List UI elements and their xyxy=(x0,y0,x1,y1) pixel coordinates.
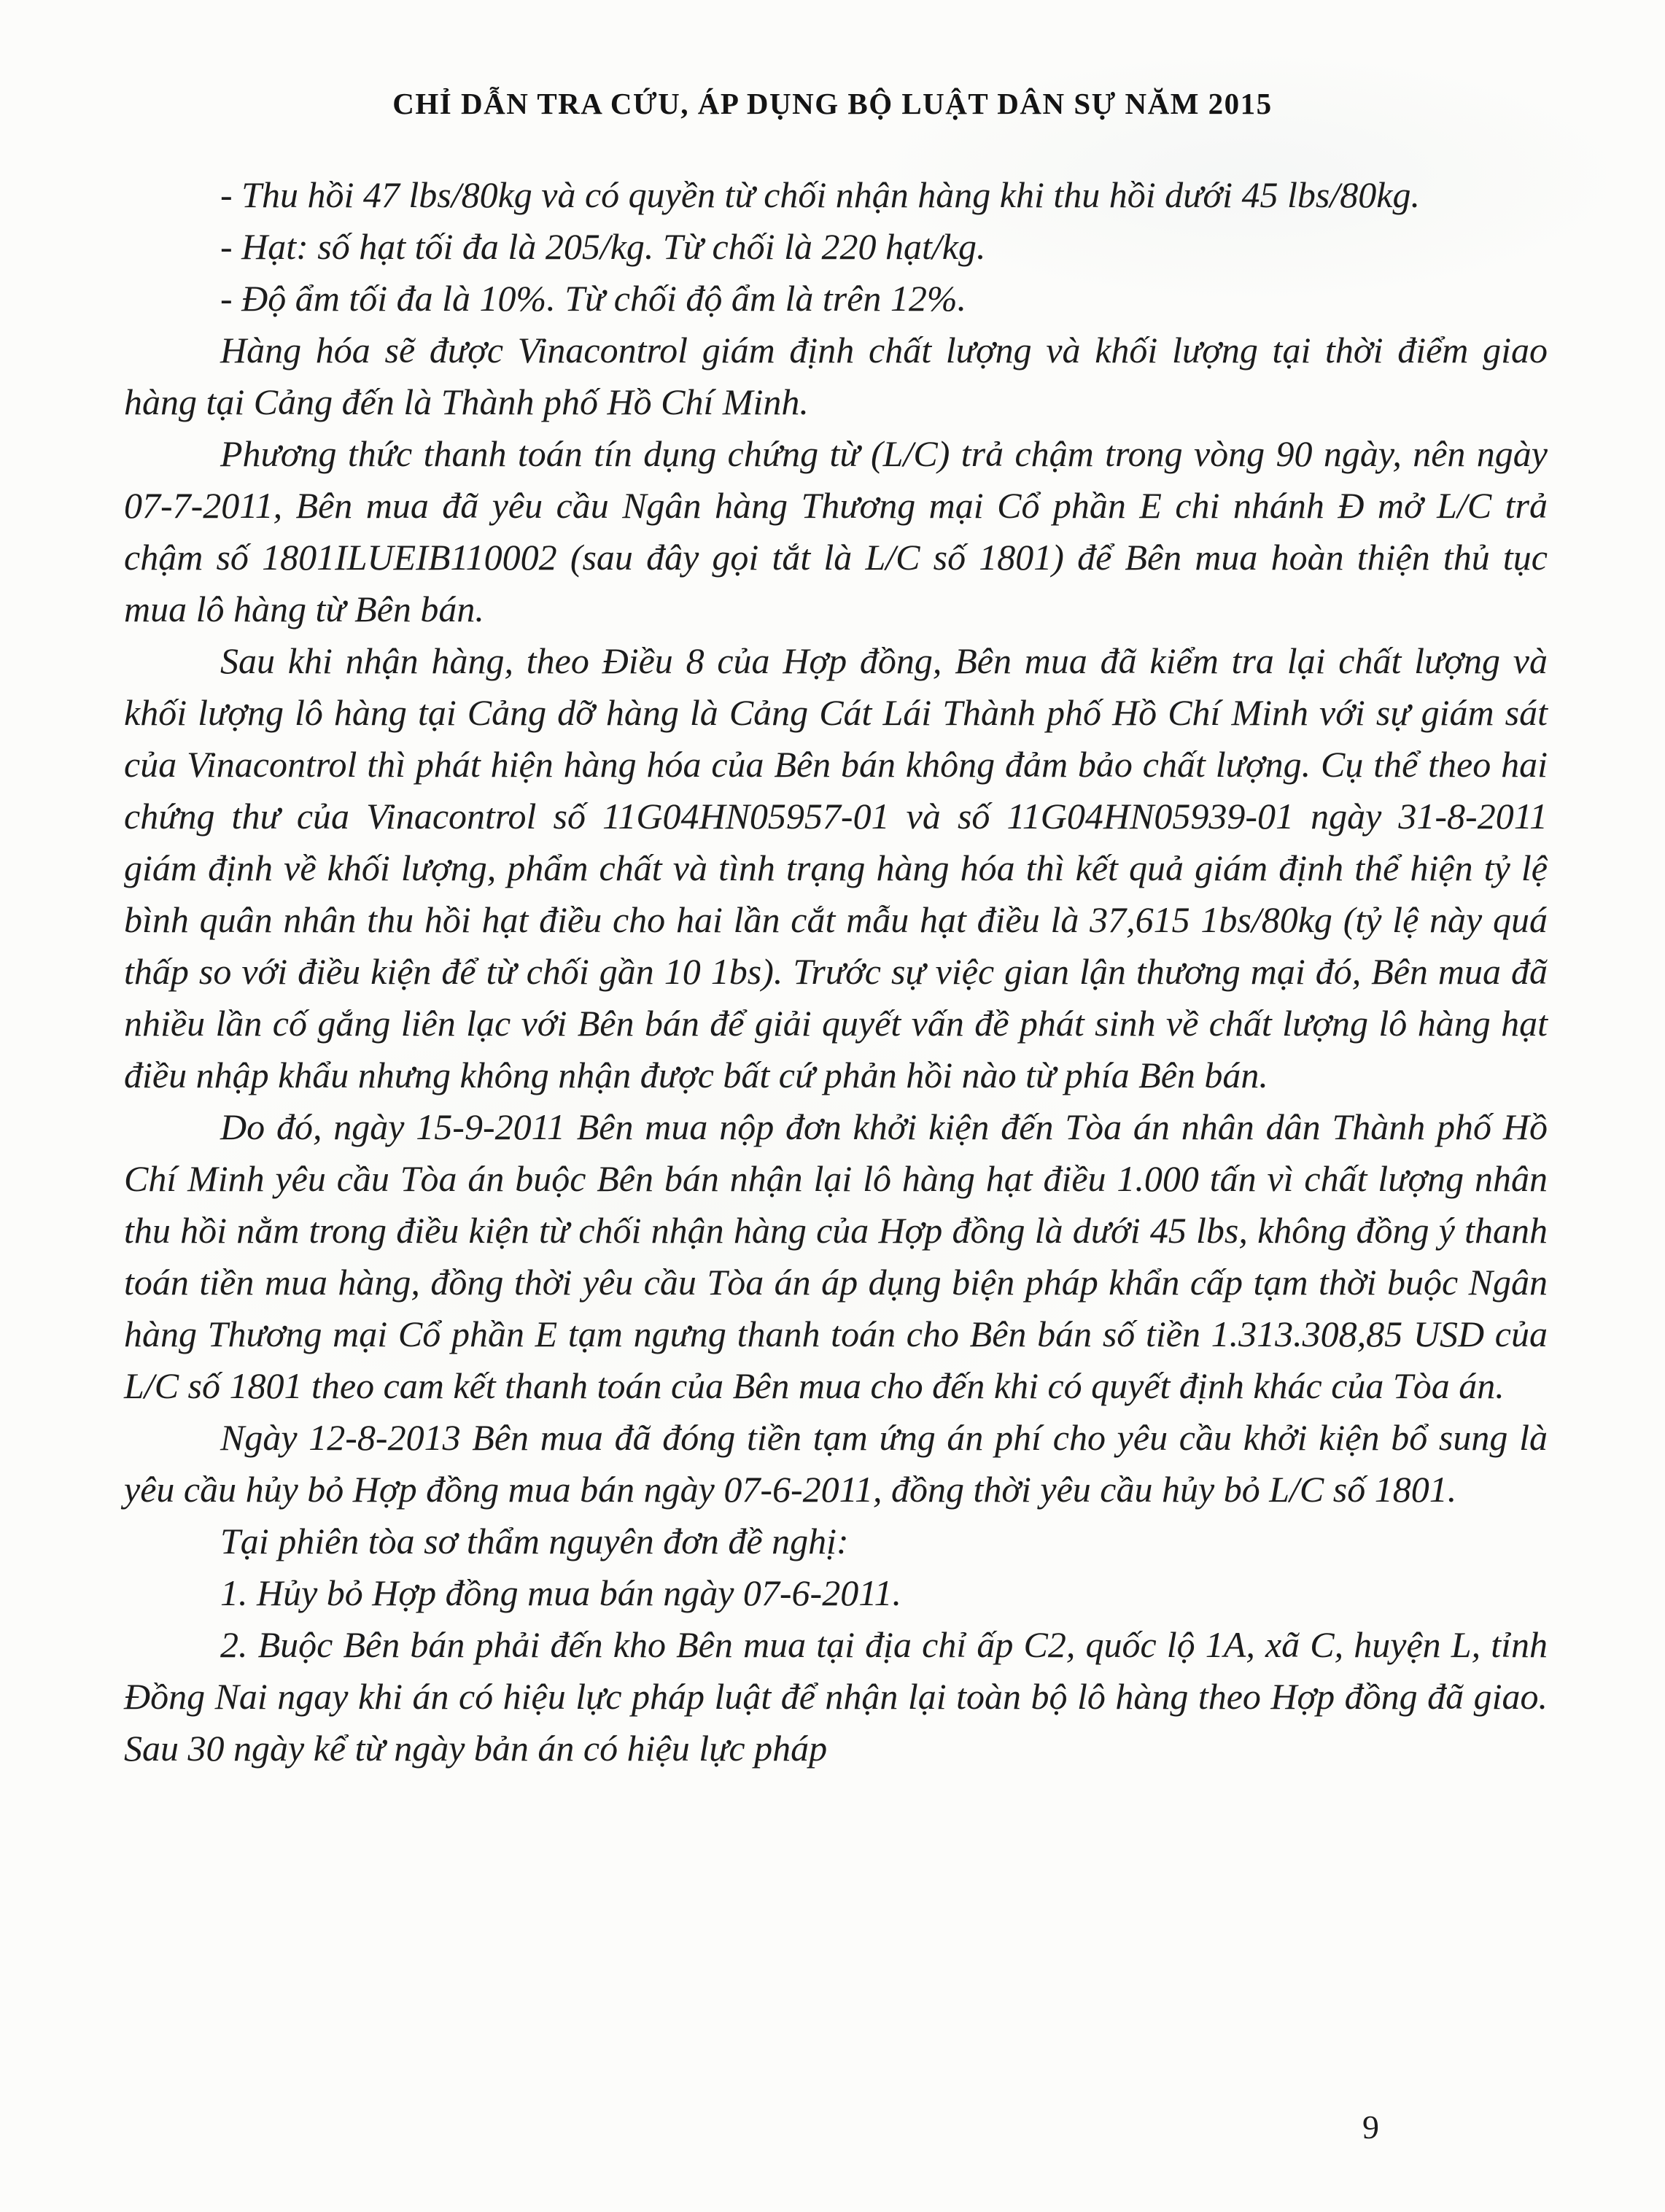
running-header: CHỈ DẪN TRA CỨU, ÁP DỤNG BỘ LUẬT DÂN SỰ NĂM 2015 xyxy=(392,87,1273,120)
paragraph-giam-dinh: Hàng hóa sẽ được Vinacontrol giám định chất lượng và khối lượng tại thời điểm giao hàng tại Cảng đến là Thành phố Hồ Chí Minh. xyxy=(124,330,1548,422)
paragraph-thanh-toan-lc: Phương thức thanh toán tín dụng chứng từ (L/C) trả chậm trong vòng 90 ngày, nên ngày 07-7-2011, Bên mua đã yêu cầu Ngân hàng Thương mại Cổ phần E chi nhánh Đ mở L/C trả chậm số 1801ILUEIB110002 (sau đây gọi tắt là L/C số 1801) để Bên mua hoàn thiện thủ tục mua lô hàng từ Bên bán. xyxy=(124,433,1548,629)
paragraph-phien-toa-so-tham: Tại phiên tòa sơ thẩm nguyên đơn đề nghị: xyxy=(220,1521,849,1561)
paragraph-tam-ung-an-phi: Ngày 12-8-2013 Bên mua đã đóng tiền tạm ứng án phí cho yêu cầu khởi kiện bổ sung là yêu cầu hủy bỏ Hợp đồng mua bán ngày 07-6-2011, đồng thời yêu cầu hủy bỏ L/C số 1801. xyxy=(124,1417,1548,1510)
paragraph-bullet-do-am: - Độ ẩm tối đa là 10%. Từ chối độ ẩm là trên 12%. xyxy=(220,278,967,319)
paragraph-bullet-hat: - Hạt: số hạt tối đa là 205/kg. Từ chối là 220 hạt/kg. xyxy=(220,226,986,267)
paragraph-de-nghi-2: 2. Buộc Bên bán phải đến kho Bên mua tại địa chỉ ấp C2, quốc lộ 1A, xã C, huyện L, tỉnh Đồng Nai ngay khi án có hiệu lực pháp luật để nhận lại toàn bộ lô hàng theo Hợp đồng đã giao. Sau 30 ngày kể từ ngày bản án có hiệu lực pháp xyxy=(124,1624,1548,1769)
paragraph-khoi-kien: Do đó, ngày 15-9-2011 Bên mua nộp đơn khởi kiện đến Tòa án nhân dân Thành phố Hồ Chí Minh yêu cầu Tòa án buộc Bên bán nhận lại lô hàng hạt điều 1.000 tấn vì chất lượng nhân thu hồi nằm trong điều kiện từ chối nhận hàng của Hợp đồng là dưới 45 lbs, không đồng ý thanh toán tiền mua hàng, đồng thời yêu cầu Tòa án áp dụng biện pháp khẩn cấp tạm thời buộc Ngân hàng Thương mại Cổ phần E tạm ngưng thanh toán cho Bên bán số tiền 1.313.308,85 USD của L/C số 1801 theo cam kết thanh toán của Bên mua cho đến khi có quyết định khác của Tòa án. xyxy=(124,1106,1548,1406)
body-text xyxy=(124,169,1548,1774)
paragraph-sau-khi-nhan-hang: Sau khi nhận hàng, theo Điều 8 của Hợp đồng, Bên mua đã kiểm tra lại chất lượng và khối lượng lô hàng tại Cảng dỡ hàng là Cảng Cát Lái Thành phố Hồ Chí Minh với sự giám sát của Vinacontrol thì phát hiện hàng hóa của Bên bán không đảm bảo chất lượng. Cụ thể theo hai chứng thư của Vinacontrol số 11G04HN05957-01 và số 11G04HN05939-01 ngày 31-8-2011 giám định về khối lượng, phẩm chất và tình trạng hàng hóa thì kết quả giám định thể hiện tỷ lệ bình quân nhân thu hồi hạt điều cho hai lần cắt mẫu hạt điều là 37,615 1bs/80kg (tỷ lệ này quá thấp so với điều kiện để từ chối gần 10 1bs). Trước sự việc gian lận thương mại đó, Bên mua đã nhiều lần cố gắng liên lạc với Bên bán để giải quyết vấn đề phát sinh về chất lượng lô hàng hạt điều nhập khẩu nhưng không nhận được bất cứ phản hồi nào từ phía Bên bán. xyxy=(124,640,1548,1095)
page-number: 9 xyxy=(1362,2108,1379,2146)
paragraph-bullet-thu-hoi: - Thu hồi 47 lbs/80kg và có quyền từ chối nhận hàng khi thu hồi dưới 45 lbs/80kg. xyxy=(220,174,1420,215)
paragraph-de-nghi-1: 1. Hủy bỏ Hợp đồng mua bán ngày 07-6-2011. xyxy=(220,1572,901,1613)
